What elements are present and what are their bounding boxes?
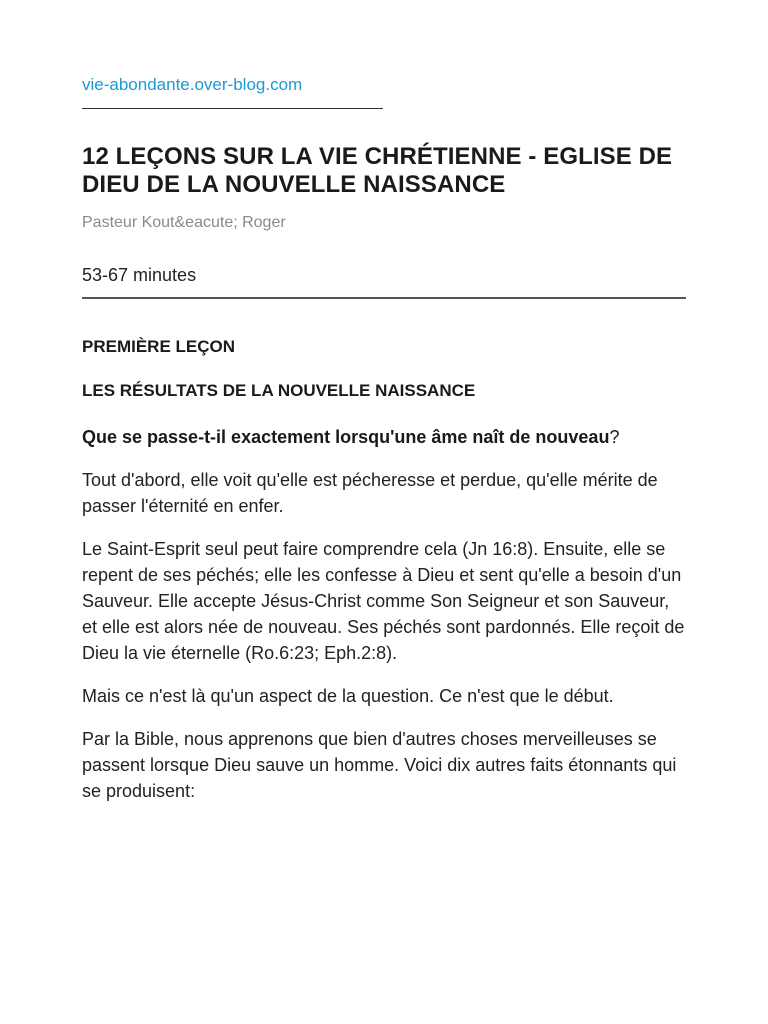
article-title: 12 LEÇONS SUR LA VIE CHRÉTIENNE - EGLISE DE DIEU DE LA NOUVELLE NAISSANCE	[82, 143, 673, 198]
question-bold-text: Que se passe-t-il exactement lorsqu'une âme naît de nouveau	[82, 427, 610, 447]
source-divider	[82, 108, 383, 109]
body-paragraph-3: Mais ce n'est là qu'un aspect de la question. Ce n'est que le début.	[82, 686, 614, 706]
section-subheading: LES RÉSULTATS DE LA NOUVELLE NAISSANCE	[82, 381, 476, 400]
reading-duration: 53-67 minutes	[82, 265, 197, 285]
body-paragraph-4: Par la Bible, nous apprenons que bien d'autres choses merveilleuses se passent lorsque Dieu sauve un homme. Voici dix autres faits étonnants qui se produisent:	[82, 729, 677, 801]
header-divider	[82, 297, 686, 299]
body-paragraph-1: Tout d'abord, elle voit qu'elle est pécheresse et perdue, qu'elle mérite de passer l'éternité en enfer.	[82, 470, 658, 516]
source-link[interactable]: vie-abondante.over-blog.com	[82, 75, 303, 94]
article-author: Pasteur Kout&eacute; Roger	[82, 214, 286, 231]
body-paragraph-2: Le Saint-Esprit seul peut faire comprendre cela (Jn 16:8). Ensuite, elle se repent de ses péchés; elle les confesse à Dieu et sent qu'elle a besoin d'un Sauveur. Elle accepte Jésus-Christ comme Son Seigneur et son Sauveur, et elle est alors née de nouveau. Ses péchés sont pardonnés. Elle reçoit de Dieu la vie éternelle (Ro.6:23; Eph.2:8).	[82, 539, 685, 663]
question-mark: ?	[609, 427, 620, 447]
question-paragraph	[82, 424, 686, 450]
lesson-heading: PREMIÈRE LEÇON	[82, 337, 236, 356]
